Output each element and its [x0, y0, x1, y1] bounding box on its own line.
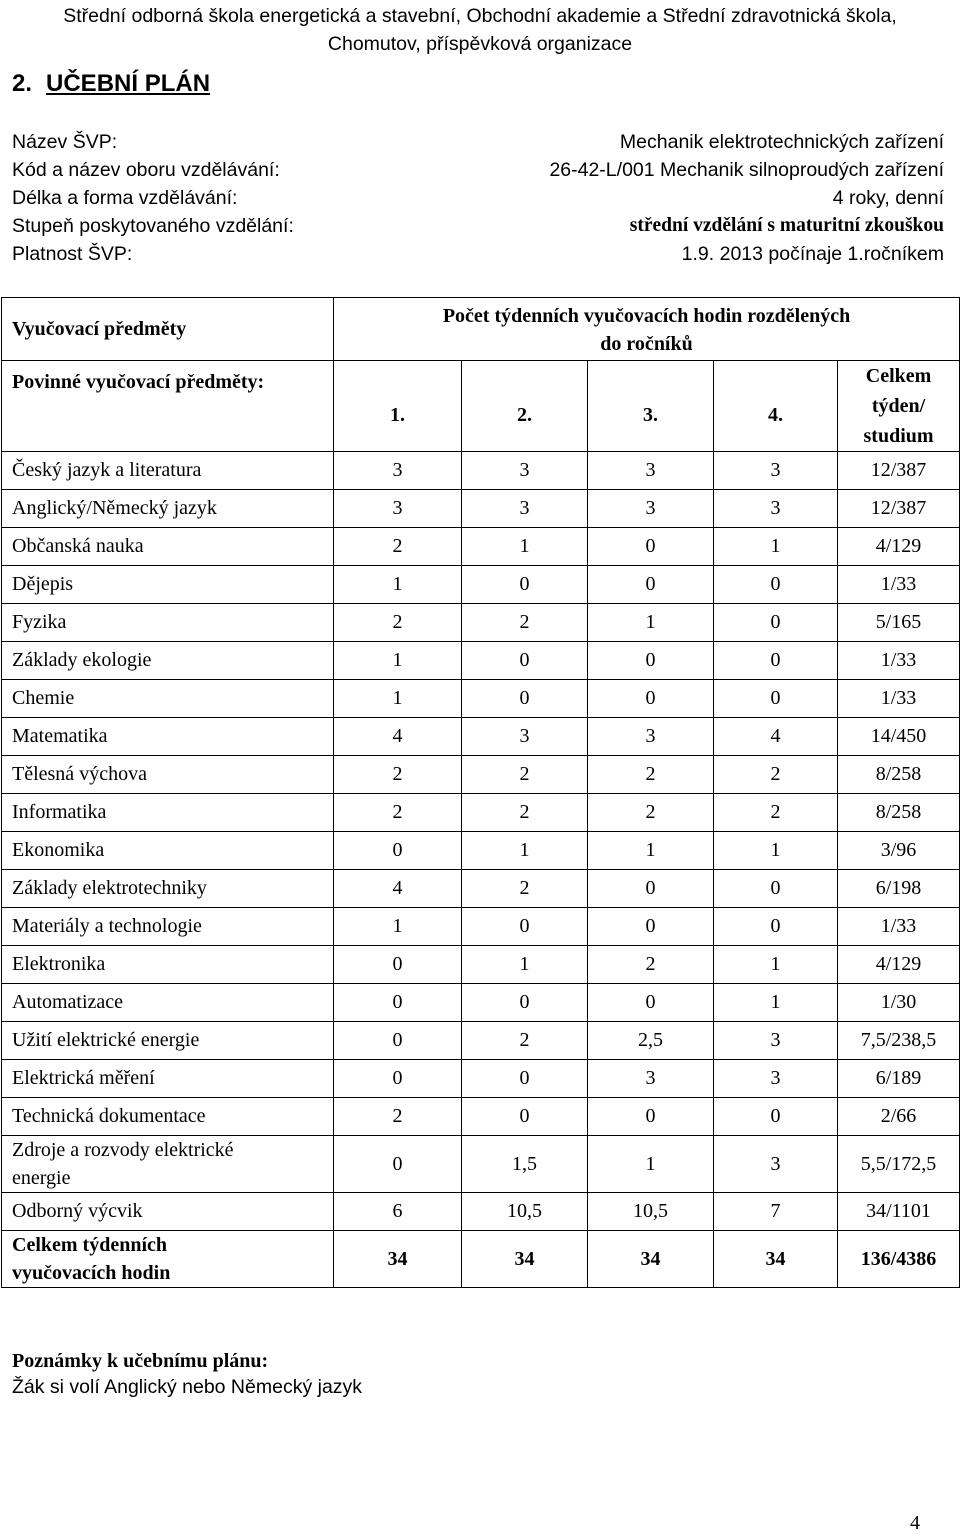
- year-3-cell: 0: [588, 870, 714, 908]
- year-4-cell: 3: [714, 1022, 838, 1060]
- header-total-line1: Celkem: [865, 365, 932, 387]
- year-2-cell: 1: [462, 946, 588, 984]
- info-row-length: [12, 184, 944, 212]
- totals-year-3: 34: [588, 1231, 714, 1288]
- year-4-cell: 1: [714, 984, 838, 1022]
- year-4-cell: 0: [714, 566, 838, 604]
- year-4-cell: 0: [714, 908, 838, 946]
- year-1-cell: 0: [334, 832, 462, 870]
- table-row: [2, 1098, 960, 1136]
- totals-label-line1: Celkem týdenních: [12, 1234, 167, 1256]
- table-row: [2, 718, 960, 756]
- header-year-3: 3.: [588, 361, 714, 452]
- year-3-cell: 2,5: [588, 1022, 714, 1060]
- subject-cell: Dějepis: [2, 566, 334, 604]
- header-subjects: Vyučovací předměty: [2, 298, 334, 361]
- year-1-cell: 1: [334, 642, 462, 680]
- table-row: [2, 1060, 960, 1098]
- year-3-cell: 10,5: [588, 1193, 714, 1231]
- year-3-cell: 3: [588, 452, 714, 490]
- year-1-cell: 1: [334, 566, 462, 604]
- total-cell: 1/33: [838, 566, 960, 604]
- year-4-cell: 1: [714, 946, 838, 984]
- totals-overall: 136/4386: [838, 1231, 960, 1288]
- year-4-cell: 3: [714, 1060, 838, 1098]
- header-year-1: 1.: [334, 361, 462, 452]
- page-number: 4: [910, 1512, 920, 1534]
- year-3-cell: 1: [588, 604, 714, 642]
- table-row: [2, 604, 960, 642]
- table-row: [2, 528, 960, 566]
- year-4-cell: 2: [714, 794, 838, 832]
- total-cell: 12/387: [838, 452, 960, 490]
- year-1-cell: 0: [334, 1060, 462, 1098]
- year-1-cell: 0: [334, 946, 462, 984]
- table-row: [2, 680, 960, 718]
- year-4-cell: 7: [714, 1193, 838, 1231]
- year-1-cell: 2: [334, 756, 462, 794]
- info-label: Kód a název oboru vzdělávání:: [12, 159, 280, 181]
- year-2-cell: 1: [462, 528, 588, 566]
- year-1-cell: 2: [334, 1098, 462, 1136]
- year-2-cell: 0: [462, 984, 588, 1022]
- year-4-cell: 3: [714, 490, 838, 528]
- year-1-cell: 1: [334, 680, 462, 718]
- table-subheader-row: [2, 361, 960, 452]
- year-1-cell: 0: [334, 984, 462, 1022]
- year-3-cell: 0: [588, 680, 714, 718]
- curriculum-table: [1, 297, 960, 1288]
- year-1-cell: 0: [334, 1022, 462, 1060]
- totals-label-line2: vyučovacích hodin: [12, 1262, 171, 1284]
- year-2-cell: 1: [462, 832, 588, 870]
- year-3-cell: 3: [588, 1060, 714, 1098]
- year-4-cell: 0: [714, 870, 838, 908]
- table-row: [2, 1136, 960, 1193]
- subject-cell: Automatizace: [2, 984, 334, 1022]
- subject-cell: Informatika: [2, 794, 334, 832]
- table-row: [2, 984, 960, 1022]
- year-3-cell: 0: [588, 566, 714, 604]
- section-number: 2.: [12, 70, 33, 97]
- header-total-line3: studium: [863, 425, 934, 447]
- totals-label: [2, 1231, 334, 1288]
- year-1-cell: 2: [334, 794, 462, 832]
- subject-cell: Ekonomika: [2, 832, 334, 870]
- year-3-cell: 1: [588, 832, 714, 870]
- totals-year-2: 34: [462, 1231, 588, 1288]
- subject-cell: Občanská nauka: [2, 528, 334, 566]
- year-3-cell: 0: [588, 642, 714, 680]
- total-cell: 14/450: [838, 718, 960, 756]
- year-1-cell: 2: [334, 604, 462, 642]
- info-label: Délka a forma vzdělávání:: [12, 187, 238, 209]
- year-2-cell: 0: [462, 680, 588, 718]
- info-value: 1.9. 2013 počínaje 1.ročníkem: [681, 243, 944, 265]
- year-1-cell: 4: [334, 718, 462, 756]
- table-row: [2, 452, 960, 490]
- year-3-cell: 0: [588, 1098, 714, 1136]
- info-row-code: [12, 156, 944, 184]
- school-name-line1: Střední odborná škola energetická a stavební, Obchodní akademie a Střední zdravotnická škola,: [63, 5, 897, 27]
- header-hours-line1: Počet týdenních vyučovacích hodin rozdělených: [442, 305, 851, 327]
- year-2-cell: 10,5: [462, 1193, 588, 1231]
- total-cell: 8/258: [838, 794, 960, 832]
- subject-cell: Chemie: [2, 680, 334, 718]
- year-4-cell: 0: [714, 604, 838, 642]
- year-2-cell: 0: [462, 566, 588, 604]
- info-value: 26-42-L/001 Mechanik silnoproudých zařízení: [549, 159, 944, 181]
- year-2-cell: 2: [462, 756, 588, 794]
- year-2-cell: 2: [462, 794, 588, 832]
- info-label: Název ŠVP:: [12, 131, 118, 153]
- table-row: [2, 794, 960, 832]
- total-cell: 4/129: [838, 528, 960, 566]
- total-cell: 6/198: [838, 870, 960, 908]
- year-4-cell: 2: [714, 756, 838, 794]
- year-2-cell: 1,5: [462, 1136, 588, 1193]
- table-row: [2, 756, 960, 794]
- info-value: 4 roky, denní: [832, 187, 944, 209]
- subject-cell: Matematika: [2, 718, 334, 756]
- section-heading: [12, 70, 210, 98]
- totals-year-1: 34: [334, 1231, 462, 1288]
- year-4-cell: 1: [714, 832, 838, 870]
- notes: [12, 1348, 362, 1400]
- total-cell: 3/96: [838, 832, 960, 870]
- table-row: [2, 642, 960, 680]
- totals-year-4: 34: [714, 1231, 838, 1288]
- subject-cell: Anglický/Německý jazyk: [2, 490, 334, 528]
- total-cell: 6/189: [838, 1060, 960, 1098]
- info-row-name: [12, 128, 944, 156]
- subject-cell: Základy elektrotechniky: [2, 870, 334, 908]
- header-total: [838, 361, 960, 452]
- subject-cell: Užití elektrické energie: [2, 1022, 334, 1060]
- year-1-cell: 1: [334, 908, 462, 946]
- svp-info: [12, 128, 944, 268]
- year-1-cell: 4: [334, 870, 462, 908]
- header-mandatory: Povinné vyučovací předměty:: [2, 361, 334, 452]
- school-name-line2: Chomutov, příspěvková organizace: [327, 33, 633, 55]
- table-row: [2, 832, 960, 870]
- year-1-cell: 3: [334, 490, 462, 528]
- subject-cell: Český jazyk a literatura: [2, 452, 334, 490]
- year-3-cell: 2: [588, 756, 714, 794]
- info-row-level: [12, 212, 944, 240]
- year-3-cell: 0: [588, 984, 714, 1022]
- year-4-cell: 4: [714, 718, 838, 756]
- year-3-cell: 2: [588, 794, 714, 832]
- subject-cell: Základy ekologie: [2, 642, 334, 680]
- info-row-validity: [12, 240, 944, 268]
- year-1-cell: 6: [334, 1193, 462, 1231]
- total-cell: 7,5/238,5: [838, 1022, 960, 1060]
- header-hours-line2: do ročníků: [600, 333, 693, 355]
- year-2-cell: 2: [462, 604, 588, 642]
- year-2-cell: 0: [462, 1060, 588, 1098]
- year-3-cell: 3: [588, 718, 714, 756]
- year-2-cell: 0: [462, 908, 588, 946]
- total-cell: 1/33: [838, 680, 960, 718]
- year-3-cell: 2: [588, 946, 714, 984]
- subject-cell: Materiály a technologie: [2, 908, 334, 946]
- info-label: Platnost ŠVP:: [12, 243, 133, 265]
- year-2-cell: 0: [462, 642, 588, 680]
- year-1-cell: 0: [334, 1136, 462, 1193]
- year-3-cell: 1: [588, 1136, 714, 1193]
- table-row: [2, 1193, 960, 1231]
- year-2-cell: 2: [462, 870, 588, 908]
- year-3-cell: 0: [588, 528, 714, 566]
- year-1-cell: 3: [334, 452, 462, 490]
- total-cell: 1/33: [838, 908, 960, 946]
- notes-text: Žák si volí Anglický nebo Německý jazyk: [12, 1376, 363, 1398]
- info-value: Mechanik elektrotechnických zařízení: [619, 131, 944, 153]
- table-row: [2, 1022, 960, 1060]
- notes-label: Poznámky k učebnímu plánu:: [12, 1350, 269, 1372]
- table-row: [2, 870, 960, 908]
- table-row: [2, 946, 960, 984]
- year-4-cell: 0: [714, 680, 838, 718]
- table-row: [2, 490, 960, 528]
- header-year-4: 4.: [714, 361, 838, 452]
- year-2-cell: 3: [462, 452, 588, 490]
- totals-row: [2, 1231, 960, 1288]
- table-row: [2, 908, 960, 946]
- total-cell: 5/165: [838, 604, 960, 642]
- section-title: UČEBNÍ PLÁN: [46, 70, 211, 97]
- subject-cell: Odborný výcvik: [2, 1193, 334, 1231]
- table-row: [2, 566, 960, 604]
- year-2-cell: 2: [462, 1022, 588, 1060]
- total-cell: 12/387: [838, 490, 960, 528]
- subject-cell: Elektrická měření: [2, 1060, 334, 1098]
- subject-cell: Zdroje a rozvody elektrické energie: [2, 1136, 334, 1193]
- year-2-cell: 3: [462, 490, 588, 528]
- total-cell: 4/129: [838, 946, 960, 984]
- total-cell: 1/33: [838, 642, 960, 680]
- school-header: [0, 2, 960, 58]
- year-1-cell: 2: [334, 528, 462, 566]
- total-cell: 34/1101: [838, 1193, 960, 1231]
- total-cell: 5,5/172,5: [838, 1136, 960, 1193]
- table-header-row: [2, 298, 960, 361]
- total-cell: 1/30: [838, 984, 960, 1022]
- header-total-line2: týden/: [871, 395, 926, 417]
- header-year-2: 2.: [462, 361, 588, 452]
- year-2-cell: 0: [462, 1098, 588, 1136]
- year-3-cell: 3: [588, 490, 714, 528]
- subject-cell: Elektronika: [2, 946, 334, 984]
- subject-cell: Fyzika: [2, 604, 334, 642]
- info-label: Stupeň poskytovaného vzdělání:: [12, 215, 294, 237]
- year-4-cell: 3: [714, 452, 838, 490]
- year-2-cell: 3: [462, 718, 588, 756]
- total-cell: 8/258: [838, 756, 960, 794]
- year-4-cell: 1: [714, 528, 838, 566]
- total-cell: 2/66: [838, 1098, 960, 1136]
- header-hours-count: [334, 298, 960, 361]
- subject-cell: Technická dokumentace: [2, 1098, 334, 1136]
- subject-cell: Tělesná výchova: [2, 756, 334, 794]
- year-3-cell: 0: [588, 908, 714, 946]
- year-4-cell: 0: [714, 1098, 838, 1136]
- year-4-cell: 3: [714, 1136, 838, 1193]
- year-4-cell: 0: [714, 642, 838, 680]
- info-value: střední vzdělání s maturitní zkouškou: [629, 215, 944, 236]
